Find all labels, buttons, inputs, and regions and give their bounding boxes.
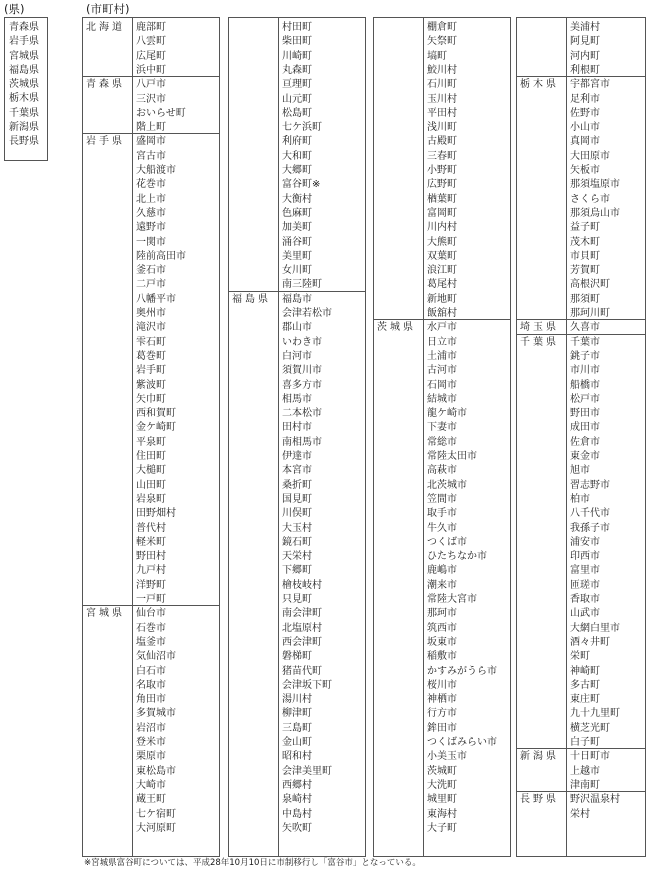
municipality-item: 伊達市: [282, 451, 312, 462]
municipality-item: 大田原市: [570, 150, 610, 162]
prefecture-item: 新潟県: [9, 122, 39, 134]
municipality-item: つくば市: [427, 536, 467, 548]
prefecture-cell: 埼玉県: [520, 322, 559, 334]
municipality-item: 東松島市: [136, 765, 176, 777]
municipality-item: 住田町: [136, 451, 166, 462]
prefecture-cell: 新潟県: [520, 751, 559, 763]
municipality-item: 葛巻町: [136, 350, 166, 362]
municipality-item: 那須塩原市: [570, 179, 620, 191]
municipality-item: 大網白里市: [570, 622, 620, 634]
municipality-item: 加美町: [282, 222, 312, 234]
group-divider: [83, 605, 219, 606]
group-divider: [229, 291, 365, 292]
municipality-item: 足利市: [570, 93, 600, 105]
prefecture-item: 栃木県: [9, 93, 39, 105]
municipality-item: 相馬市: [282, 393, 312, 405]
municipality-item: 下郷町: [282, 565, 312, 577]
municipality-item: 九戸村: [136, 565, 166, 577]
municipality-item: 鏡石町: [282, 536, 312, 548]
municipality-item: 八千代市: [570, 508, 610, 520]
municipality-column-4: [516, 17, 646, 857]
prefecture-cell: 宮城県: [86, 608, 125, 620]
municipality-item: 古殿町: [427, 136, 457, 148]
municipality-item: 双葉町: [427, 250, 457, 262]
municipality-item: 桑折町: [282, 479, 312, 491]
municipality-item: 岩手町: [136, 365, 166, 377]
municipality-item: 矢板市: [570, 165, 600, 176]
municipality-item: 水戸市: [427, 322, 457, 334]
municipality-item: 酒々井町: [570, 636, 610, 648]
prefecture-cell: 青森県: [86, 79, 125, 91]
municipality-item: 山元町: [282, 93, 312, 105]
municipality-item: 富岡町: [427, 207, 457, 219]
municipality-item: 高根沢町: [570, 279, 610, 291]
group-divider: [517, 748, 645, 749]
municipality-item: 茨城町: [427, 765, 457, 777]
municipality-item: 釜石市: [136, 265, 166, 277]
municipality-item: 常総市: [427, 436, 457, 448]
municipality-column-2: [228, 17, 366, 857]
municipality-item: 白石市: [136, 665, 166, 677]
municipality-item: 只見町: [282, 594, 312, 605]
municipality-item: 白子町: [570, 737, 600, 748]
municipality-item: 那須町: [570, 293, 600, 305]
municipality-item: 北茨城市: [427, 479, 467, 491]
municipality-item: 笠間市: [427, 493, 457, 505]
municipality-item: 二本松市: [282, 408, 322, 420]
municipality-item: 稲敷市: [427, 651, 457, 663]
municipality-item: 東庄町: [570, 694, 600, 706]
municipality-item: 松戸市: [570, 393, 600, 405]
prefecture-item: 茨城県: [9, 79, 39, 91]
municipality-item: 宇都宮市: [570, 79, 610, 91]
municipality-item: 浦安市: [570, 536, 600, 548]
municipality-column-3: [373, 17, 511, 857]
municipality-item: 那珂市: [427, 608, 457, 620]
municipality-item: 筑西市: [427, 622, 457, 634]
municipality-item: 常陸太田市: [427, 451, 477, 462]
municipality-item: 飯舘村: [427, 308, 457, 319]
municipality-item: 八幡平市: [136, 293, 176, 305]
municipality-item: 一関市: [136, 236, 166, 248]
municipality-item: 一戸町: [136, 594, 166, 605]
municipality-item: 大崎市: [136, 779, 166, 791]
municipality-item: 野田市: [570, 408, 600, 420]
municipality-item: 大槌町: [136, 465, 166, 477]
municipality-item: 会津坂下町: [282, 679, 332, 691]
municipality-item: 石川町: [427, 79, 457, 91]
prefecture-item: 青森県: [9, 22, 39, 33]
municipality-item: 昭和村: [282, 751, 312, 763]
municipality-item: 川内村: [427, 222, 457, 234]
municipality-item: 仙台市: [136, 608, 166, 620]
municipality-item: 日立市: [427, 336, 457, 348]
municipality-item: 雫石町: [136, 336, 166, 348]
municipality-item: ひたちなか市: [427, 551, 487, 563]
municipality-item: 茂木町: [570, 236, 600, 248]
municipality-item: 津南町: [570, 779, 600, 791]
municipality-item: 七ケ宿町: [136, 808, 176, 820]
column-divider: [566, 18, 567, 856]
footnote: ※宮城県富谷町については、平成28年10月10日に市制移行し「富谷市」となっている。: [84, 858, 421, 868]
municipality-item: 塩釜市: [136, 636, 166, 648]
municipality-item: 大玉村: [282, 522, 312, 534]
municipality-item: 富谷町※: [282, 179, 321, 191]
municipality-item: 鹿部町: [136, 22, 166, 33]
municipality-item: 猪苗代町: [282, 665, 322, 677]
municipality-item: 十日町市: [570, 751, 610, 763]
municipality-item: 神栖市: [427, 694, 457, 706]
municipality-item: 郡山市: [282, 322, 312, 334]
municipality-item: 檜枝岐村: [282, 579, 322, 591]
municipality-item: 那須烏山市: [570, 207, 620, 219]
municipality-item: 久喜市: [570, 322, 600, 334]
municipality-item: 平田村: [427, 107, 457, 119]
municipality-item: 三沢市: [136, 93, 166, 105]
municipality-item: 香取市: [570, 594, 600, 605]
municipality-item: 石岡市: [427, 379, 457, 391]
municipality-item: 真岡市: [570, 136, 600, 148]
municipality-item: 平泉町: [136, 436, 166, 448]
prefecture-cell: 茨城県: [377, 322, 416, 334]
municipality-item: 宮古市: [136, 150, 166, 162]
municipality-item: 気仙沼市: [136, 651, 176, 663]
municipality-item: 福島市: [282, 293, 312, 305]
prefecture-item: 長野県: [9, 136, 39, 148]
municipality-item: 遠野市: [136, 222, 166, 234]
municipality-item: 天栄村: [282, 551, 312, 563]
municipality-item: 取手市: [427, 508, 457, 520]
municipality-item: 北上市: [136, 193, 166, 205]
municipality-item: 匝瑳市: [570, 579, 600, 591]
prefecture-item: 宮城県: [9, 50, 39, 62]
municipality-item: 新地町: [427, 293, 457, 305]
municipality-item: 山武市: [570, 608, 600, 620]
municipality-item: 船橋市: [570, 379, 600, 391]
municipality-item: 登米市: [136, 737, 166, 748]
municipality-item: 蔵王町: [136, 794, 166, 806]
municipality-item: 浅川町: [427, 122, 457, 134]
municipality-item: 西和賀町: [136, 408, 176, 420]
prefecture-cell: 岩手県: [86, 136, 125, 148]
municipality-item: 花巻市: [136, 179, 166, 191]
prefecture-cell: 栃木県: [520, 79, 559, 91]
municipality-item: 大船渡市: [136, 165, 176, 176]
municipality-item: 富里市: [570, 565, 600, 577]
municipality-item: 東海村: [427, 808, 457, 820]
municipality-item: 南三陸町: [282, 279, 322, 291]
municipality-item: 三春町: [427, 150, 457, 162]
municipality-item: 結城市: [427, 393, 457, 405]
municipality-item: 南会津町: [282, 608, 322, 620]
municipality-item: 二戸市: [136, 279, 166, 291]
municipality-item: さくら市: [570, 193, 610, 205]
municipality-item: 広野町: [427, 179, 457, 191]
municipality-item: 会津美里町: [282, 765, 332, 777]
municipality-item: 小野町: [427, 165, 457, 176]
municipality-item: 洋野町: [136, 579, 166, 591]
municipality-item: 美浦村: [570, 22, 600, 33]
municipality-item: 浜中町: [136, 64, 166, 76]
municipality-item: 磐梯町: [282, 651, 312, 663]
municipality-item: 田村市: [282, 422, 312, 434]
municipality-item: 山田町: [136, 479, 166, 491]
prefecture-item: 福島県: [9, 64, 39, 76]
municipality-item: 河内町: [570, 50, 600, 62]
municipality-item: 葛尾村: [427, 279, 457, 291]
municipality-item: 南相馬市: [282, 436, 322, 448]
prefecture-cell: 福島県: [232, 293, 271, 305]
municipality-item: 八戸市: [136, 79, 166, 91]
municipality-item: 多古町: [570, 679, 600, 691]
municipality-item: 鹿嶋市: [427, 565, 457, 577]
municipality-item: 美里町: [282, 250, 312, 262]
municipality-item: 佐野市: [570, 107, 600, 119]
municipality-item: 横芝光町: [570, 722, 610, 734]
municipality-item: 常陸大宮市: [427, 594, 477, 605]
municipality-item: 銚子市: [570, 350, 600, 362]
municipality-item: 成田市: [570, 422, 600, 434]
municipality-item: 小山市: [570, 122, 600, 134]
prefecture-list: [4, 17, 48, 161]
municipality-item: 大郷町: [282, 165, 312, 176]
municipality-item: 岩沼市: [136, 722, 166, 734]
municipality-item: 喜多方市: [282, 379, 322, 391]
municipality-item: 久慈市: [136, 207, 166, 219]
municipality-item: 名取市: [136, 679, 166, 691]
municipality-item: 市川市: [570, 365, 600, 377]
municipality-item: 上越市: [570, 765, 600, 777]
municipality-item: 土浦市: [427, 350, 457, 362]
municipality-item: 栗原市: [136, 751, 166, 763]
municipality-item: 旭市: [570, 465, 590, 477]
municipality-item: 石巻市: [136, 622, 166, 634]
municipality-column-1: [82, 17, 220, 857]
municipality-item: 矢吹町: [282, 822, 312, 834]
municipality-item: 金ケ崎町: [136, 422, 176, 434]
municipality-item: 金山町: [282, 737, 312, 748]
group-divider: [83, 76, 219, 77]
municipality-item: いわき市: [282, 336, 322, 348]
municipality-item: かすみがうら市: [427, 665, 497, 677]
municipality-item: 陸前高田市: [136, 250, 186, 262]
prefecture-cell: 千葉県: [520, 336, 559, 348]
municipality-item: 棚倉町: [427, 22, 457, 33]
municipality-item: 坂東市: [427, 636, 457, 648]
municipality-item: 古河市: [427, 365, 457, 377]
municipality-item: 桜川市: [427, 679, 457, 691]
municipality-item: 潮来市: [427, 579, 457, 591]
municipality-item: 那珂川町: [570, 308, 610, 319]
municipality-item: 岩泉町: [136, 493, 166, 505]
municipality-item: 亘理町: [282, 79, 312, 91]
municipality-item: 奥州市: [136, 308, 166, 319]
municipality-item: 泉崎村: [282, 794, 312, 806]
municipality-item: 盛岡市: [136, 136, 166, 148]
municipality-item: 益子町: [570, 222, 600, 234]
municipality-item: 佐倉市: [570, 436, 600, 448]
municipality-item: 九十九里町: [570, 708, 620, 720]
municipality-header: (市町村): [86, 2, 130, 16]
municipality-item: 塙町: [427, 50, 447, 62]
municipality-item: 我孫子市: [570, 522, 610, 534]
municipality-item: 東金市: [570, 451, 600, 462]
municipality-item: 色麻町: [282, 207, 312, 219]
municipality-item: 八雲町: [136, 36, 166, 48]
municipality-item: 下妻市: [427, 422, 457, 434]
municipality-item: 千葉市: [570, 336, 600, 348]
municipality-item: 大洗町: [427, 779, 457, 791]
municipality-item: 高萩市: [427, 465, 457, 477]
municipality-item: 大和町: [282, 150, 312, 162]
column-divider: [423, 18, 424, 856]
municipality-item: 大衡村: [282, 193, 312, 205]
municipality-item: 利根町: [570, 64, 600, 76]
group-divider: [517, 334, 645, 335]
prefecture-item: 岩手県: [9, 36, 39, 48]
prefecture-cell: 北海道: [86, 22, 125, 33]
column-divider: [278, 18, 279, 856]
municipality-item: 紫波町: [136, 379, 166, 391]
municipality-item: 楢葉町: [427, 193, 457, 205]
municipality-item: 広尾町: [136, 50, 166, 62]
municipality-item: 角田市: [136, 694, 166, 706]
municipality-item: 西郷村: [282, 779, 312, 791]
municipality-item: 須賀川市: [282, 365, 322, 377]
municipality-item: 栄町: [570, 651, 590, 663]
municipality-item: 習志野市: [570, 479, 610, 491]
municipality-item: 普代村: [136, 522, 166, 534]
prefecture-header: (県): [4, 2, 25, 16]
municipality-item: 阿見町: [570, 36, 600, 48]
municipality-item: 小美玉市: [427, 751, 467, 763]
municipality-item: 矢祭町: [427, 36, 457, 48]
municipality-item: 七ケ浜町: [282, 122, 322, 134]
group-divider: [517, 319, 645, 320]
municipality-item: 鮫川村: [427, 64, 457, 76]
municipality-item: 川崎町: [282, 50, 312, 62]
municipality-item: 村田町: [282, 22, 312, 33]
municipality-item: つくばみらい市: [427, 737, 497, 748]
municipality-item: 行方市: [427, 708, 457, 720]
municipality-item: 北塩原村: [282, 622, 322, 634]
municipality-item: 涌谷町: [282, 236, 312, 248]
group-divider: [517, 76, 645, 77]
municipality-item: 大熊町: [427, 236, 457, 248]
group-divider: [374, 319, 510, 320]
municipality-item: 松島町: [282, 107, 312, 119]
municipality-item: 野沢温泉村: [570, 794, 620, 806]
municipality-item: 多賀城市: [136, 708, 176, 720]
municipality-item: 玉川村: [427, 93, 457, 105]
municipality-item: 白河市: [282, 350, 312, 362]
municipality-item: 牛久市: [427, 522, 457, 534]
municipality-item: 階上町: [136, 122, 166, 134]
municipality-item: 三島町: [282, 722, 312, 734]
municipality-item: 国見町: [282, 493, 312, 505]
municipality-item: 龍ケ崎市: [427, 408, 467, 420]
municipality-item: 芳賀町: [570, 265, 600, 277]
municipality-item: 市貝町: [570, 250, 600, 262]
municipality-item: 川俣町: [282, 508, 312, 520]
municipality-item: 丸森町: [282, 64, 312, 76]
municipality-item: 柏市: [570, 493, 590, 505]
prefecture-item: 千葉県: [9, 107, 39, 119]
municipality-item: 湯川村: [282, 694, 312, 706]
group-divider: [517, 791, 645, 792]
municipality-item: 柳津町: [282, 708, 312, 720]
municipality-item: 軽米町: [136, 536, 166, 548]
municipality-item: おいらせ町: [136, 107, 186, 119]
municipality-item: 滝沢市: [136, 322, 166, 334]
municipality-item: 印西市: [570, 551, 600, 563]
municipality-item: 西会津町: [282, 636, 322, 648]
column-divider: [132, 18, 133, 856]
municipality-item: 柴田町: [282, 36, 312, 48]
municipality-item: 中島村: [282, 808, 312, 820]
municipality-item: 野田村: [136, 551, 166, 563]
municipality-item: 利府町: [282, 136, 312, 148]
municipality-item: 本宮市: [282, 465, 312, 477]
group-divider: [83, 133, 219, 134]
municipality-item: 鉾田市: [427, 722, 457, 734]
municipality-item: 女川町: [282, 265, 312, 277]
municipality-item: 矢巾町: [136, 393, 166, 405]
municipality-item: 神崎町: [570, 665, 600, 677]
municipality-item: 大子町: [427, 822, 457, 834]
municipality-item: 大河原町: [136, 822, 176, 834]
municipality-item: 城里町: [427, 794, 457, 806]
municipality-item: 浪江町: [427, 265, 457, 277]
municipality-item: 田野畑村: [136, 508, 176, 520]
municipality-item: 栄村: [570, 808, 590, 820]
municipality-item: 会津若松市: [282, 308, 332, 319]
prefecture-cell: 長野県: [520, 794, 559, 806]
